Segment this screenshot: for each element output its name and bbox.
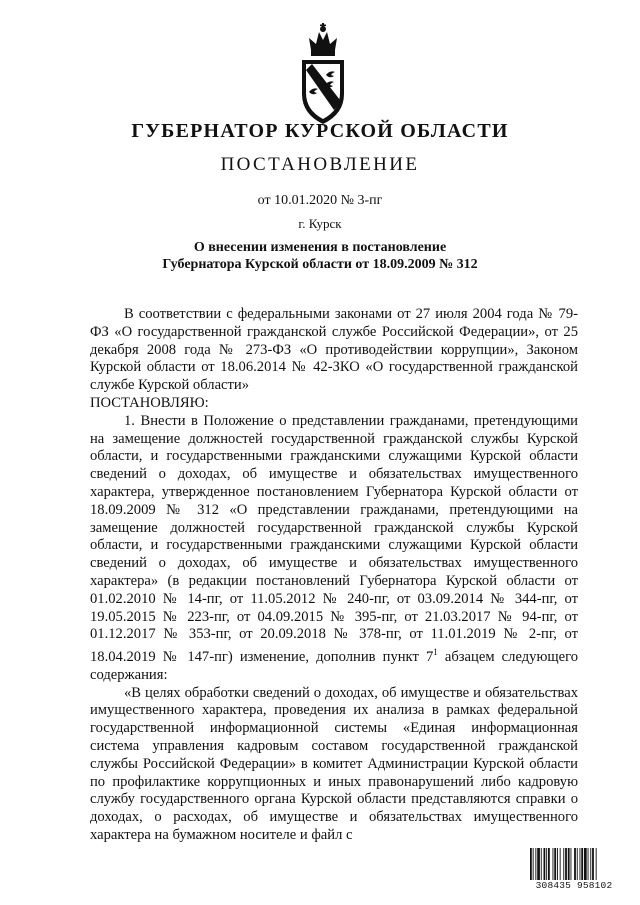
inserted-paragraph: «В целях обработки сведений о доходах, об имуществе и обязательствах имущественного характера, проведения их анализа в рамках федеральной государственной информационной системы «Единая информационная система управления кадровым составом государственной гражданской службы Российской Федерации» в комитет Администрации Курской области по профилактике коррупционных и иных правонарушений либо кадровую службу государственного органа Курской области представляются справки о доходах, о расходах, об имуществе и обязательствах имущественного характера на бумажном носителе и файл с [90, 684, 578, 843]
authority-heading: ГУБЕРНАТОР КУРСКОЙ ОБЛАСТИ [131, 120, 509, 142]
document-body [90, 306, 578, 845]
clause-1-tail: абзацем следующего содержания: [90, 649, 578, 683]
subject-line-2: Губернатора Курской области от 18.09.2009 № 312 [162, 257, 478, 272]
document-type: ПОСТАНОВЛЕНИЕ [220, 154, 420, 175]
city: г. Курск [298, 216, 342, 231]
subject-line-1: О внесении изменения в постановление [193, 240, 447, 255]
resolve-word: ПОСТАНОВЛЯЮ: [90, 394, 209, 411]
clause-1-paragraph [90, 413, 578, 685]
clause-1-text: 1. Внести в Положение о представлении гражданами, претендующими на замещение должностей государственной гражданской службы Курской области, и государственными гражданскими служащими Курской области сведений о доходах, об имуществе и обязательствах имущественного характера, утвержденное постановлением Губернатора Курской области от 18.09.2009 № 312 «О представлении гражданами, претендующими на замещение должностей государственной гражданской службы Курской области, и государственными гражданскими служащими Курской области сведений о доходах, об имуществе и обязательствах имущественного характера» (в редакции постановлений Губернатора Курской области от 01.02.2010 № 14-пг, от 11.05.2012 № 240-пг, от 03.09.2014 № 344-пг, от 19.05.2015 № 223-пг, от 04.09.2015 № 395-пг, от 21.03.2017 № 94-пг, от 01.12.2017 № 353-пг, от 20.09.2018 № 378-пг, от 11.01.2019 № 2-пг, от 18.04.2019 № 147-пг) изменение, дополнив пункт 7 [90, 412, 578, 665]
date-and-number: от 10.01.2020 № 3-пг [257, 193, 383, 208]
clause-superscript: 1 [433, 647, 438, 658]
coat-of-arms-emblem [292, 20, 354, 130]
preamble-paragraph: В соответствии с федеральными законами от 27 июля 2004 года № 79-ФЗ «О государственной гражданской службе Российской Федерации», от 25 декабря 2008 года № 273-ФЗ «О противодействии коррупции», Законом Курской области от 18.06.2014 № 42-ЗКО «О государственной гражданской службе Курской области» [90, 306, 578, 394]
barcode-number: 308435 958102 [529, 880, 619, 891]
